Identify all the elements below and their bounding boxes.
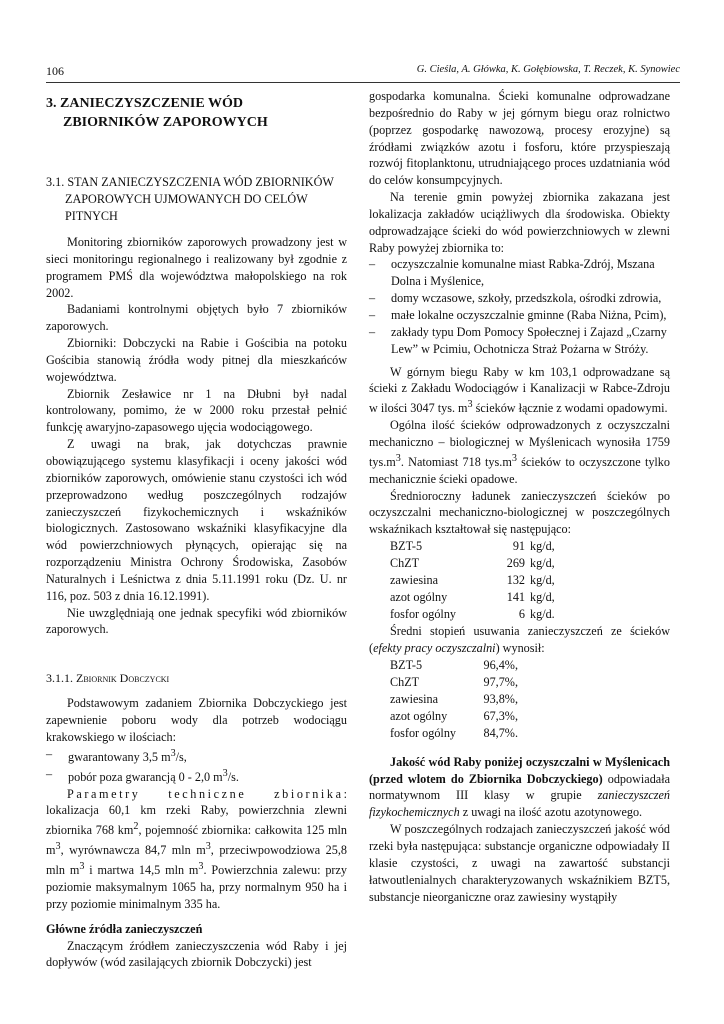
table-row: ChZT 97,7%,	[390, 674, 518, 689]
left-column	[46, 88, 347, 971]
removal-efficiency-table	[390, 657, 518, 742]
pollution-load-table	[390, 538, 555, 623]
header-rule	[46, 82, 680, 83]
right-column	[369, 88, 670, 905]
paragraph: Znaczącym źródłem zanieczyszczenia wód Raby i jej dopływów (wód zasilających zbiornik Dobczycki) jest	[46, 938, 347, 970]
running-header-authors: G. Cieśla, A. Główka, K. Gołębiowska, T. Reczek, K. Synowiec	[416, 64, 680, 75]
paragraph: Badaniami kontrolnymi objętych było 7 zbiorników zaporowych.	[46, 302, 347, 334]
table-row: azot ogólny 67,3%,	[390, 708, 518, 723]
parameters-paragraph: Parametry techniczne zbiornika: lokalizacja 60,1 km rzeki Raby, powierzchnia zlewni zbiornika 768 $km^2$, pojemność zbiornika: całkowita 125 mln $m^3$, wyrównawcza 84,7 mln $m^3$, przeciwpowodziowa 25,8 mln $m^3$ i martwa 14,5 mln $m^3$. Powierzchnia zalewu: przy poziomie maksymalnym 1065 ha, przy normalnym 950 ha i przy poziomie minimalnym 335 ha.	[46, 786, 347, 911]
intake-list	[46, 746, 347, 786]
paragraph: Zbiorniki: Dobczycki na Rabie i Gościbia na potoku Gościbia stanowią źródła wody pitnej dla mieszkańców województwa.	[46, 336, 347, 384]
paragraph: Zbiornik Zesławice nr 1 na Dłubni był nadal kontrolowany, pomimo, że w 2000 roku przestał pełnić funkcję awaryjno-zapasowego ujęcia wodociągowego.	[46, 386, 347, 435]
list-item: – zakłady typu Dom Pomocy Społecznej i Zajazd „Czarny Lew” w Pcimiu, Ochotnicza Straż Pożarna w Stróży.	[369, 324, 670, 358]
table-row: BZT-5 96,4%,	[390, 657, 518, 672]
list-item: – oczyszczalnie komunalne miast Rabka-Zdrój, Mszana Dolna i Myślenice,	[369, 256, 670, 290]
chapter-heading	[46, 94, 347, 132]
table-row: ChZT 269 kg/d,	[390, 556, 555, 571]
table-row: zawiesina 132 kg/d,	[390, 573, 555, 588]
paragraph: Podstawowym zadaniem Zbiornika Dobczyckiego jest zapewnienie poboru wody dla potrzeb wodociągu krakowskiego w ilościach:	[46, 696, 347, 744]
section-heading-line-2: ZAPOROWYCH UJMOWANYCH DO CELÓW	[65, 192, 308, 206]
table-row: fosfor ogólny 84,7%.	[390, 725, 518, 740]
paragraph: Jakość wód Raby poniżej oczyszczalni w Myślenicach (przed wlotem do Zbiornika Dobczyckiego) odpowiadała normatywnom III klasy w grupie zanieczyszczeń fizykochemicznych z uwagi na ilość azotu azotynowego.	[369, 754, 671, 820]
parameters-lead: Parametry techniczne zbiornika	[67, 786, 344, 801]
table-row: fosfor ogólny 6 kg/d.	[390, 607, 555, 622]
subsection-number: 3.1.1.	[46, 671, 73, 686]
section-heading-line-1: 3.1. STAN ZANIECZYSZCZENIA WÓD ZBIORNIKÓW	[46, 175, 334, 189]
list-item: – domy wczasowe, szkoły, przedszkola, ośrodki zdrowia,	[369, 290, 670, 307]
paragraph: W górnym biegu Raby w km 103,1 odprowadzane są ścieki z Zakładu Wodociągów i Kanalizacji w Rabce-Zdroju w ilości 3047 tys. $m^3$ ścieków łącznie z wodami opadowymi.	[369, 364, 670, 416]
running-header	[46, 64, 680, 80]
section-heading-line-3: PITNYCH	[65, 209, 118, 223]
subsection-title: Zbiornik Dobczycki	[76, 671, 170, 686]
list-item: – małe lokalne oczyszczalnie gminne (Raba Niżna, Pcim),	[369, 307, 670, 324]
chapter-heading-line-2: ZBIORNIKÓW ZAPOROWYCH	[63, 115, 268, 130]
table-row: zawiesina 93,8%,	[390, 691, 518, 706]
paragraph: Ogólna ilość ścieków odprowadzonych z oczyszczalni mechaniczno – biologicznej w Myślenicach wynosiła 1759 $tys.m^3$. Natomiast 718 $tys.m^3$ ścieków to oczyszczone tylko mechanicznie ścieki opadowe.	[369, 418, 670, 486]
paragraph: Średni stopień usuwania zanieczyszczeń ze ścieków (efekty pracy oczyszczalni) wynosił:	[369, 624, 670, 655]
paragraph: Z uwagi na brak, jak dotychczas prawnie obowiązującego systemu klasyfikacji i oceny jakości wód zbiorników zaporowych, omówienie stanu czystości ich wód przeprowadzono według poszczególnych rodzajów zanieczyszczeń fizykochemicznych i wskaźników biologicznych. Zastosowano wskaźniki klasyfikacyjne dla wód powierzchniowych płynących, opierając się na rozporządzeniu Ministra Ochrony Środowiska, Zasobów Naturalnych i Leśnictwa z dnia 5.11.1991 roku (Dz. U. nr 116, poz. 503 z dnia 16.12.1991).	[46, 437, 347, 603]
paragraph: W poszczególnych rodzajach zanieczyszczeń jakość wód rzeki była następująca: substancje organiczne odpowiadały II klasie czystości, z uwagi na zawartość substancji łatwoutlenialnych charakteryzowanych wskaźnikiem BZT5, substancje nieorganiczne oraz zawiesiny wystąpiły	[369, 822, 670, 904]
paragraph: Monitoring zbiorników zaporowych prowadzony jest w sieci monitoringu regionalnego i realizowany był zgodnie z programem PMŚ dla województwa małopolskiego na rok 2002.	[46, 235, 347, 300]
list-item: – gwarantowany 3,5 $m^3/s$,	[46, 746, 347, 766]
subsection-heading	[46, 670, 347, 687]
table-row: BZT-5 91 kg/d,	[390, 539, 555, 554]
table-row: azot ogólny 141 kg/d,	[390, 590, 555, 605]
paragraph: Średnioroczny ładunek zanieczyszczeń ścieków po oczyszczalni mechaniczno-biologicznej w poszczególnych wskaźnikach kształtował się następująco:	[369, 488, 670, 537]
discharge-sources-list	[369, 256, 670, 357]
paragraph: gospodarka komunalna. Ścieki komunalne odprowadzane bezpośrednio do Raby w jej górnym biegu oraz rolnictwo (poprzez gospodarkę nawozową, procesy erozyjne) są źródłami związków azotu i fosforu, które przyspieszają rozwój fitoplanktonu, utrudniającego proces uzdatniania wód do celów konsumpcyjnych.	[369, 89, 670, 188]
chapter-heading-line-1: 3. ZANIECZYSZCZENIE WÓD	[46, 96, 243, 111]
page-number: 106	[46, 64, 64, 78]
list-item: – pobór poza gwarancją 0 - 2,0 $m^3/s$.	[46, 766, 347, 786]
sources-heading: Główne źródła zanieczyszczeń	[46, 921, 203, 936]
paragraph: Na terenie gmin powyżej zbiornika zakazana jest lokalizacja zakładów uciążliwych dla środowiska. Obiekty odprowadzające ścieki do wód powierzchniowych w zlewni Raby powyżej zbiornika to:	[369, 190, 670, 255]
paragraph: Nie uwzględniają one jednak specyfiki wód zbiorników zaporowych.	[46, 605, 347, 637]
section-heading	[46, 174, 347, 225]
